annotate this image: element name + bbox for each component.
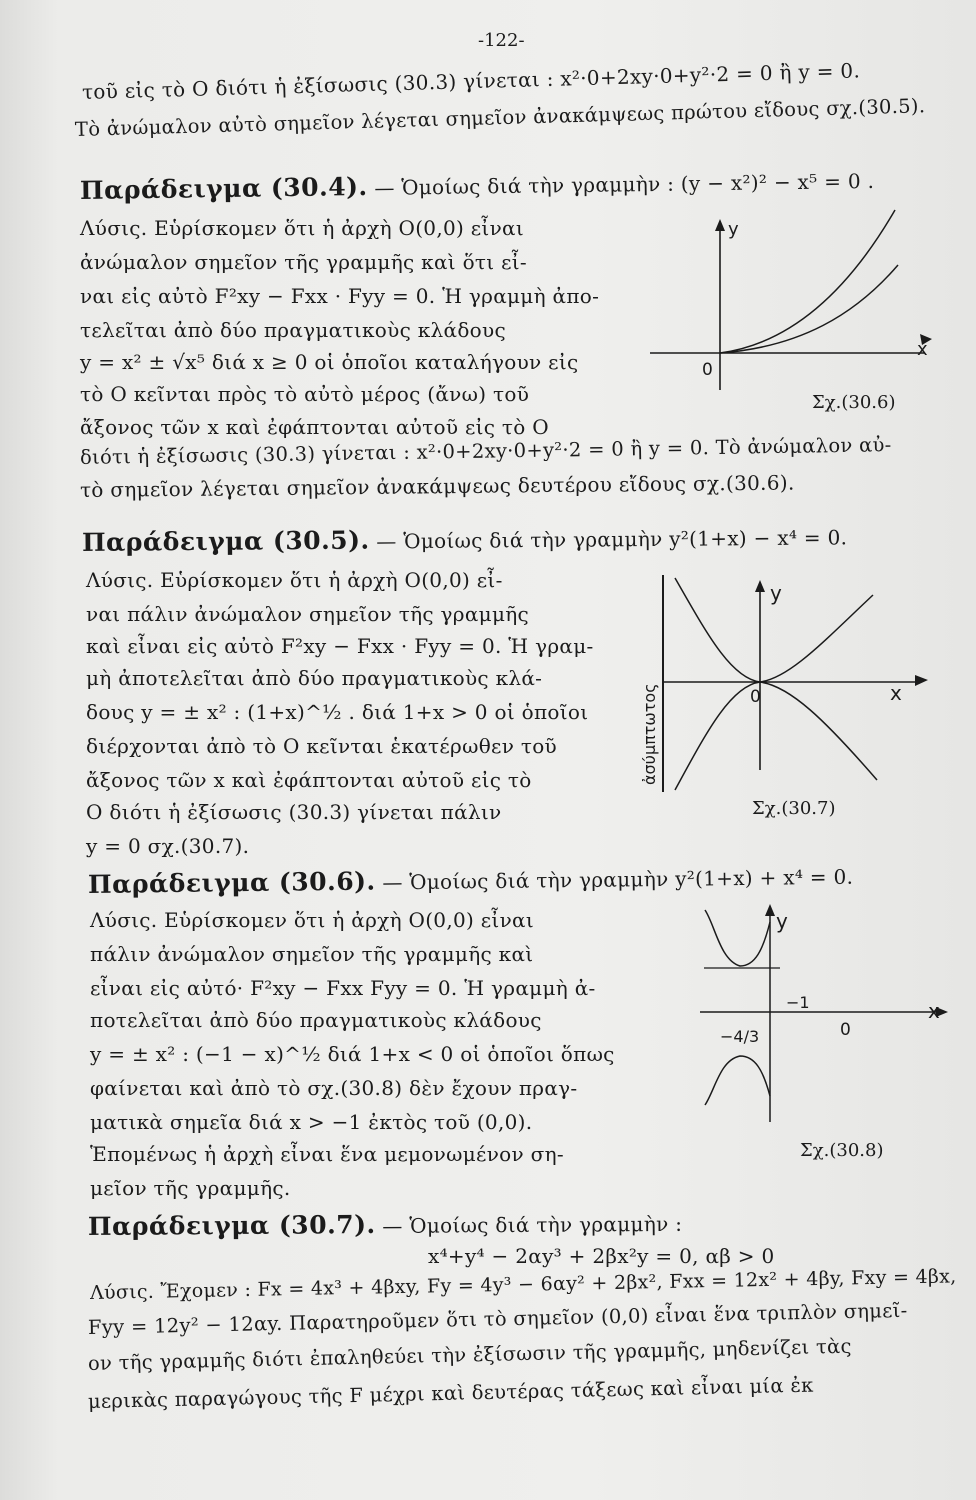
text-line: y = ± x² : (−1 − x)^½ διά 1+x < 0 οἱ ὁποῖοι ὅπως: [90, 1042, 615, 1066]
x-label: x: [917, 339, 928, 360]
upper-branch: [705, 910, 770, 966]
x-label: x: [890, 681, 902, 705]
arrow-right-icon: [915, 675, 928, 686]
text-line: Ἑπομένως ἡ ἀρχὴ εἶναι ἕνα μεμονωμένον ση-: [90, 1142, 564, 1166]
minus-four-thirds-label: −4/3: [720, 1027, 760, 1046]
text-line: Τὸ ἀνώμαλον αὐτὸ σημεῖον λέγεται σημεῖον ἀνακάμψεως πρώτου εἴδους σχ.(30.5).: [74, 94, 926, 141]
text-line: τοῦ εἰς τὸ Ο διότι ἡ ἐξίσωσις (30.3) γίνεται : x²·0+2xy·0+y²·2 = 0 ἢ y = 0.: [81, 58, 861, 104]
example-30-6-header: [88, 861, 854, 899]
figure-30-8: [700, 900, 960, 1130]
heading: Παράδειγμα (30.5).: [81, 525, 370, 557]
text-line: ἄξονος τῶν x καὶ ἐφάπτονται αὐτοῦ εἰς τὸ Ο: [80, 415, 549, 439]
x-label: x: [928, 999, 940, 1023]
arrow-up-icon: [765, 904, 775, 916]
arrow-up-icon: [715, 219, 725, 231]
upper-branch: [720, 210, 895, 353]
text-line: φαίνεται καὶ ἀπὸ τὸ σχ.(30.8) δὲν ἔχουν πραγ-: [90, 1076, 578, 1100]
asymptote-label: ἀσύμπτωτος: [640, 683, 659, 785]
page-number: -122-: [478, 30, 525, 51]
text-line: διότι ἡ ἐξίσωσις (30.3) γίνεται : x²·0+2xy·0+y²·2 = 0 ἢ y = 0. Τὸ ἀνώμαλον αὐ-: [79, 433, 892, 469]
text-line: μεῖον τῆς γραμμῆς.: [90, 1176, 291, 1200]
intro: — Ὁμοίως διά τὴν γραμμὴν y²(1+x) + x⁴ = 0.: [382, 864, 854, 895]
text-line: τελεῖται ἀπὸ δύο πραγματικοὺς κλάδους: [80, 318, 506, 342]
text-line: τὸ Ο κεῖνται πρὸς τὸ αὐτὸ μέρος (ἄνω) τοῦ: [80, 382, 530, 406]
text-line: καὶ εἶναι εἰς αὐτὸ F²xy − Fxx · Fyy = 0. Ἡ γραμ-: [86, 634, 594, 658]
text-line: ναι εἰς αὐτὸ F²xy − Fxx · Fyy = 0. Ἡ γραμμὴ ἀπο-: [80, 284, 600, 308]
text-line: y = 0 σχ.(30.7).: [86, 834, 250, 858]
caption: Σχ.(30.8): [800, 1140, 884, 1161]
arrow-up-icon: [755, 580, 765, 592]
text-line: ποτελεῖται ἀπὸ δύο πραγματικοὺς κλάδους: [90, 1008, 542, 1032]
text-line: διέρχονται ἀπὸ τὸ Ο κεῖνται ἑκατέρωθεν τοῦ: [86, 734, 557, 758]
y-label: y: [728, 219, 739, 240]
y-label: y: [776, 909, 788, 933]
figure-30-6: [640, 205, 940, 415]
equation: x⁴+y⁴ − 2αy³ + 2βx²y = 0, αβ > 0: [428, 1244, 775, 1268]
text-line: ἀνώμαλον σημεῖον τῆς γραμμῆς καὶ ὅτι εἶ-: [80, 250, 527, 274]
text-line: ματικὰ σημεῖα διά x > −1 ἐκτὸς τοῦ (0,0).: [90, 1110, 533, 1134]
origin-label: 0: [750, 687, 761, 707]
text-line: Ο διότι ἡ ἐξίσωσις (30.3) γίνεται πάλιν: [86, 800, 502, 824]
text-line: Fyy = 12y² − 12αy. Παρατηροῦμεν ὅτι τὸ σημεῖον (0,0) εἶναι ἕνα τριπλὸν σημεῖ-: [87, 1298, 908, 1339]
example-30-5-header: [82, 521, 848, 557]
heading: Παράδειγμα (30.4).: [79, 171, 368, 205]
text-line: εἶναι εἰς αὐτό· F²xy − Fxx Fyy = 0. Ἡ γραμμὴ ἀ-: [90, 976, 596, 1000]
caption: Σχ.(30.6): [812, 392, 896, 413]
text-line: μερικὰς παραγώγους τῆς F μέχρι καὶ δευτέρας τάξεως καὶ εἶναι μία ἐκ: [87, 1373, 814, 1413]
heading: Παράδειγμα (30.7).: [87, 1209, 376, 1241]
caption: Σχ.(30.7): [752, 798, 836, 819]
example-30-4-header: [80, 165, 875, 205]
text-line: δους y = ± x² : (1+x)^½ . διά 1+x > 0 οἱ ὁποῖοι: [86, 700, 589, 724]
text-line: ἄξονος τῶν x καὶ ἐφάπτονται αὐτοῦ εἰς τὸ: [86, 768, 532, 792]
intro: — Ὁμοίως διά τὴν γραμμὴν : (y − x²)² − x⁵ = 0 .: [374, 168, 875, 200]
text-line: μὴ ἀποτελεῖται ἀπὸ δύο πραγματικοὺς κλά-: [86, 666, 543, 690]
origin-label: 0: [840, 1020, 851, 1040]
example-30-7-header: [88, 1208, 682, 1241]
text-line: τὸ σημεῖον λέγεται σημεῖον ἀνακάμψεως δευτέρου εἴδους σχ.(30.6).: [79, 470, 795, 502]
text-line: πάλιν ἀνώμαλον σημεῖον τῆς γραμμῆς καὶ: [90, 942, 534, 966]
intro: — Ὁμοίως διά τὴν γραμμὴν :: [382, 1211, 683, 1238]
text-line: Λύσις. Ἔχομεν : Fx = 4x³ + 4βxy, Fy = 4y³ − 6αy² + 2βx², Fxx = 12x² + 4βy, Fxy = 4βx,: [89, 1265, 957, 1304]
lower-branch: [720, 265, 898, 353]
text-line: Λύσις. Εὑρίσκομεν ὅτι ἡ ἀρχὴ Ο(0,0) εἶναι: [80, 216, 524, 240]
heading: Παράδειγμα (30.6).: [87, 866, 376, 899]
figure-30-7: [615, 570, 945, 800]
text-line: Λύσις. Εὑρίσκομεν ὅτι ἡ ἀρχὴ Ο(0,0) εἶναι: [90, 908, 534, 932]
origin-label: 0: [702, 360, 713, 380]
text-line: Λύσις. Εὑρίσκομεν ὅτι ἡ ἀρχὴ Ο(0,0) εἶ-: [86, 568, 503, 592]
text-line: ον τῆς γραμμῆς διότι ἐπαληθεύει τὴν ἐξίσωσιν τῆς γραμμῆς, μηδενίζει τὰς: [87, 1334, 852, 1375]
lower-branch: [705, 1056, 770, 1105]
y-label: y: [770, 581, 782, 605]
text-line: ναι πάλιν ἀνώμαλον σημεῖον τῆς γραμμῆς: [86, 602, 530, 626]
minus-one-label: −1: [786, 993, 810, 1012]
lower-branch: [675, 682, 877, 790]
text-line: y = x² ± √x⁵ διά x ≥ 0 οἱ ὁποῖοι καταλήγουν εἰς: [80, 350, 579, 374]
intro: — Ὁμοίως διά τὴν γραμμὴν y²(1+x) − x⁴ = 0.: [376, 525, 848, 554]
